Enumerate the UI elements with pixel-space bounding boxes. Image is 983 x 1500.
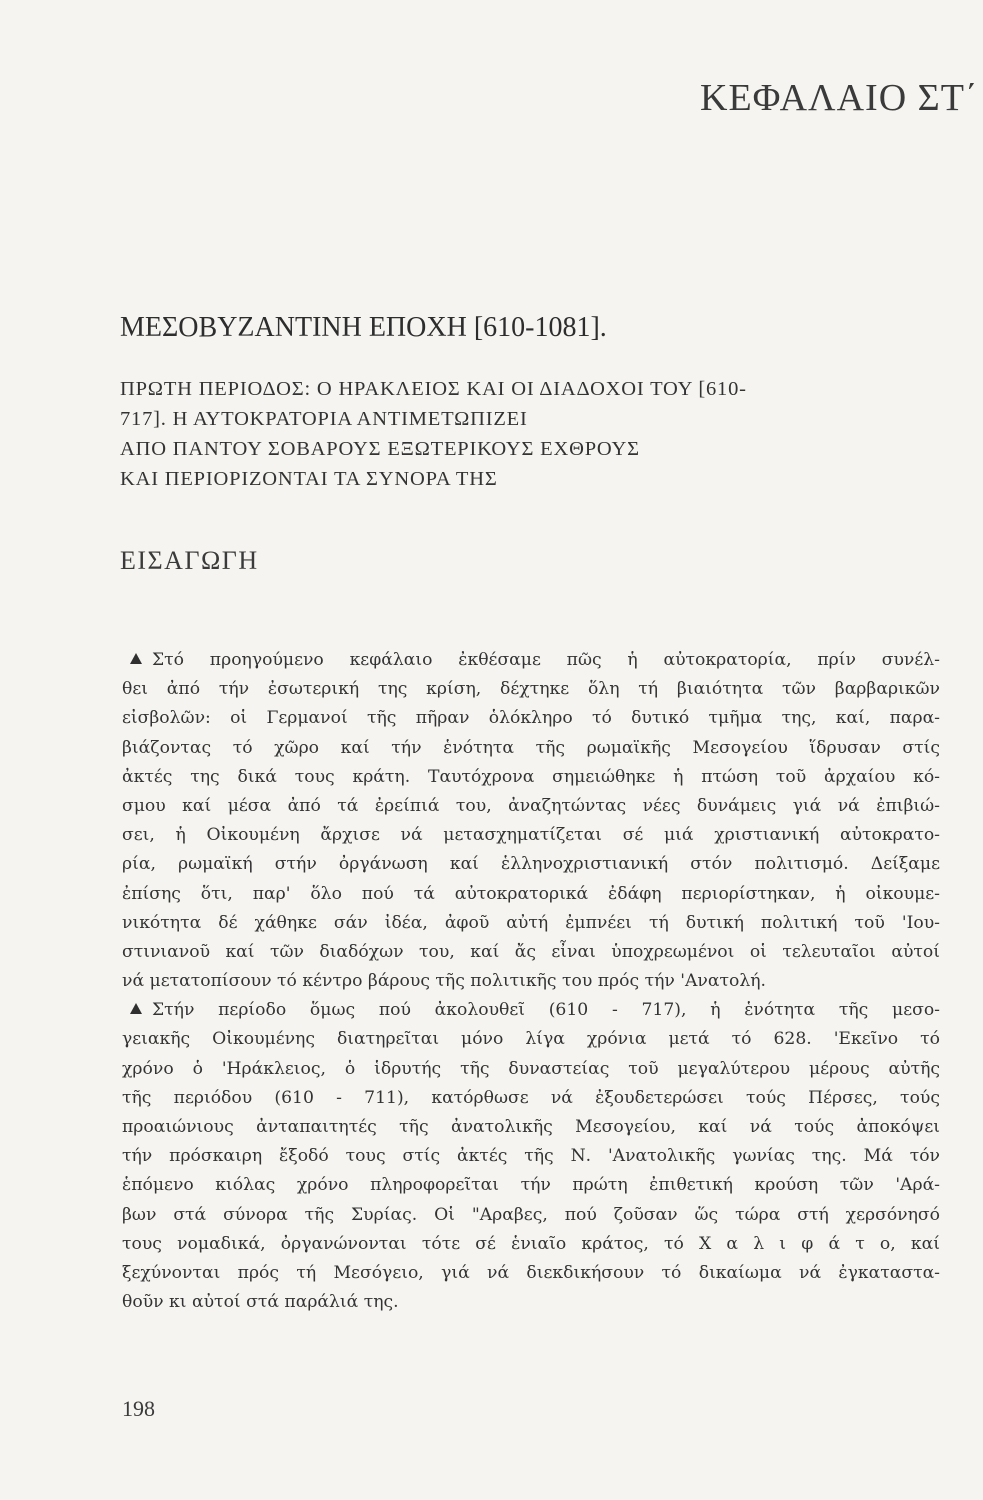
paragraph-line: θοῦν κι αὐτοί στά παράλιά της. [122,1292,399,1313]
line-text: Στήν περίοδο ὅμως πού ἀκολουθεῖ (610 - 717), ἡ ἑνότητα τῆς μεσο- [152,1000,940,1021]
paragraph-line: σει, ἡ Οἰκουμένη ἄρχισε νά μετασχηματίζεται σέ μιά χριστιανική αὐτοκρατο- [122,825,940,846]
paragraph-line: σμου καί μέσα ἀπό τά ἐρείπιά του, ἀναζητώντας νέες δυνάμεις γιά νά ἐπιβιώ- [122,795,940,816]
paragraph-line: ἐπίσης ὅτι, παρ' ὅλο πού τά αὐτοκρατορικά ἐδάφη περιορίστηκαν, ἡ οἰκουμε- [122,883,940,904]
paragraph-line: εἰσβολῶν: οἱ Γερμανοί τῆς πῆραν ὁλόκληρο τό δυτικό τμῆμα της, καί, παρα- [122,708,940,729]
body-text [122,646,940,1317]
line-text: Στό προηγούμενο κεφάλαιο ἐκθέσαμε πῶς ἡ αὐτοκρατορία, πρίν συνέλ- [152,650,940,670]
triangle-marker-icon [130,1003,142,1014]
paragraph-line: τῆς περιόδου (610 - 711), κατόρθωσε νά ἐξουδετερώσει τούς Πέρσες, τούς [122,1087,940,1108]
paragraph-line: τήν πρόσκαιρη ἔξοδό τους στίς ἀκτές τῆς Ν. 'Ανατολικῆς γωνίας της. Μά τόν [122,1146,940,1167]
period-title [120,374,920,494]
triangle-marker-icon [130,653,142,664]
period-title-line: ΠΡΩΤΗ ΠΕΡΙΟΔΟΣ: Ο ΗΡΑΚΛΕΙΟΣ ΚΑΙ ΟΙ ΔΙΑΔΟΧΟΙ ΤΟΥ [610- [120,378,747,400]
era-title: ΜΕΣΟΒΥΖΑΝΤΙΝΗ ΕΠΟΧΗ [610-1081]. [120,312,607,343]
paragraph-line [122,646,940,675]
paragraph-line: ρία, ρωμαϊκή στήν ὀργάνωση καί ἑλληνοχριστιανική στόν πολιτισμό. Δείξαμε [122,854,940,875]
period-title-line: ΚΑΙ ΠΕΡΙΟΡΙΖΟΝΤΑΙ ΤΑ ΣΥΝΟΡΑ ΤΗΣ [120,468,498,490]
page-number: 198 [122,1396,155,1421]
chapter-heading: ΚΕΦΑΛΑΙΟ ΣΤ΄ [700,77,979,119]
paragraph-line: βων στά σύνορα τῆς Συρίας. Οἱ "Αραβες, πού ζοῦσαν ὥς τώρα στή χερσόνησό [122,1204,940,1225]
section-title: ΕΙΣΑΓΩΓΗ [120,546,259,575]
paragraph-line: βιάζοντας τό χῶρο καί τήν ἑνότητα τῆς ρωμαϊκῆς Μεσογείου ἵδρυσαν στίς [122,737,940,758]
paragraph-line: ἀκτές της δικά τους κράτη. Ταυτόχρονα σημειώθηκε ἡ πτώση τοῦ ἀρχαίου κό- [122,766,940,787]
paragraph-line: ξεχύνονται πρός τή Μεσόγειο, γιά νά διεκδικήσουν τό δικαίωμα νά ἐγκαταστα- [122,1262,940,1283]
paragraph-line: νά μετατοπίσουν τό κέντρο βάρους τῆς πολιτικῆς του πρός τήν 'Ανατολή. [122,971,766,992]
paragraph-line: χρόνο ὁ 'Ηράκλειος, ὁ ἱδρυτής τῆς δυναστείας τοῦ μεγαλύτερου μέρους αὐτῆς [122,1058,940,1079]
paragraph-line: νικότητα δέ χάθηκε σάν ἰδέα, ἀφοῦ αὐτή ἐμπνέει τή δυτική πολιτική τοῦ 'Ιου- [122,912,940,933]
paragraph-line: προαιώνιους ἀνταπαιτητές τῆς ἀνατολικῆς Μεσογείου, καί νά τούς ἀποκόψει [122,1117,940,1137]
period-title-line: ΑΠΟ ΠΑΝΤΟΥ ΣΟΒΑΡΟΥΣ ΕΞΩΤΕΡΙΚΟΥΣ ΕΧΘΡΟΥΣ [120,438,640,460]
paragraph-line: θει ἀπό τήν ἐσωτερική της κρίση, δέχτηκε ὅλη τή βιαιότητα τῶν βαρβαρικῶν [122,679,940,700]
period-title-line: 717]. Η ΑΥΤΟΚΡΑΤΟΡΙΑ ΑΝΤΙΜΕΤΩΠΙΖΕΙ [120,408,528,430]
paragraph-line: γειακῆς Οἰκουμένης διατηρεῖται μόνο λίγα χρόνια μετά τό 628. 'Εκεῖνο τό [122,1029,940,1050]
paragraph-line: στινιανοῦ καί τῶν διαδόχων του, καί ἄς εἶναι ὑποχρεωμένοι οἱ τελευταῖοι αὐτοί [122,941,940,962]
paragraph-line: ἑπόμενο κιόλας χρόνο πληροφορεῖται τήν πρώτη ἐπιθετική κρούση τῶν 'Αρά- [122,1175,940,1196]
paragraph-line: τους νομαδικά, ὀργανώνονται τότε σέ ἑνιαῖο κράτος, τό Χ α λ ι φ ά τ ο, καί [122,1233,940,1254]
paragraph-line [122,996,940,1025]
